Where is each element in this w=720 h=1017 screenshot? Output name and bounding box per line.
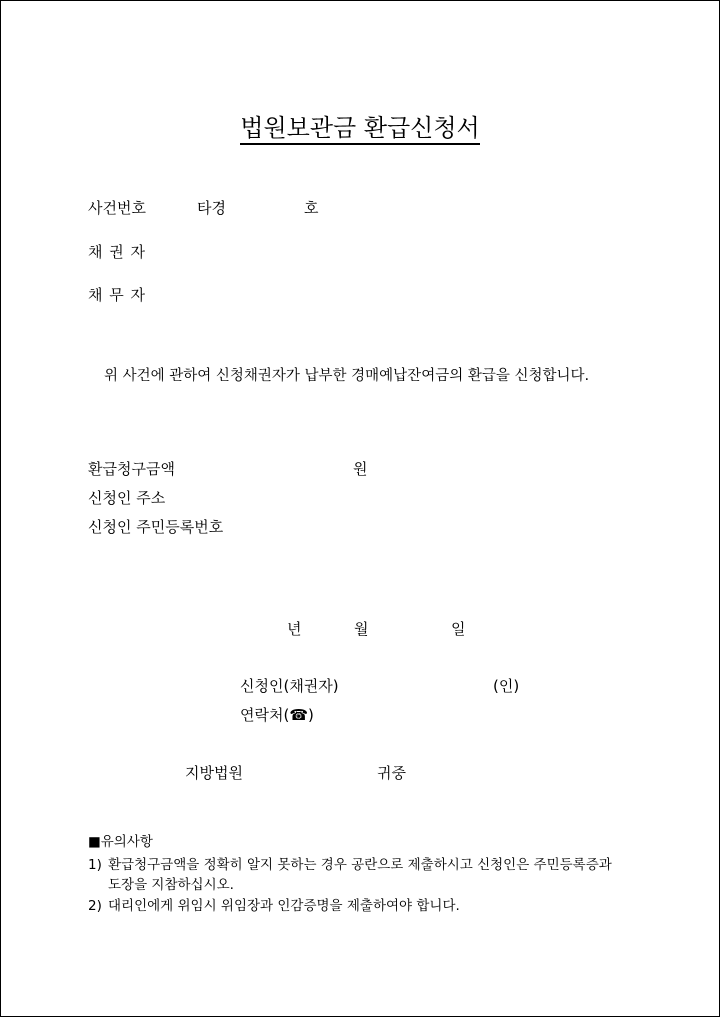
- date-day: 일: [451, 620, 466, 638]
- debtor-label: 채 무 자: [88, 286, 147, 304]
- seal-mark: (인): [493, 677, 520, 695]
- notes-header: ■유의사항: [88, 834, 153, 850]
- applicant-rrn-label: 신청인 주민등록번호: [88, 518, 224, 536]
- note-2-number: 2): [88, 898, 102, 914]
- date-year: 년: [287, 620, 302, 638]
- note-2-text: 대리인에게 위임시 위임장과 인감증명을 제출하여야 합니다.: [108, 898, 460, 914]
- application-statement: 위 사건에 관하여 신청채권자가 납부한 경매예납잔여금의 환급을 신청합니다.: [104, 368, 590, 384]
- refund-currency: 원: [353, 460, 368, 478]
- creditor-label: 채 권 자: [88, 243, 147, 261]
- note-1-number: 1): [88, 857, 102, 873]
- contact-label: 연락처(☎): [240, 706, 314, 724]
- refund-amount-label: 환급청구금액: [88, 460, 175, 478]
- addressee-honorific: 귀중: [377, 764, 406, 782]
- applicant-address-label: 신청인 주소: [88, 489, 166, 507]
- note-1-text: 환급청구금액을 정확히 알지 못하는 경우 공란으로 제출하시고 신청인은 주민등록증과: [108, 857, 612, 873]
- note-1-continuation: 도장을 지참하십시오.: [108, 877, 234, 893]
- court-name: 지방법원: [185, 764, 243, 782]
- case-number-label: 사건번호: [88, 199, 146, 217]
- case-suffix: 호: [304, 199, 319, 217]
- form-title: 법원보관금 환급신청서: [1, 113, 719, 143]
- case-court-code: 타경: [197, 199, 226, 217]
- date-month: 월: [354, 620, 369, 638]
- applicant-signature-label: 신청인(채권자): [240, 677, 339, 695]
